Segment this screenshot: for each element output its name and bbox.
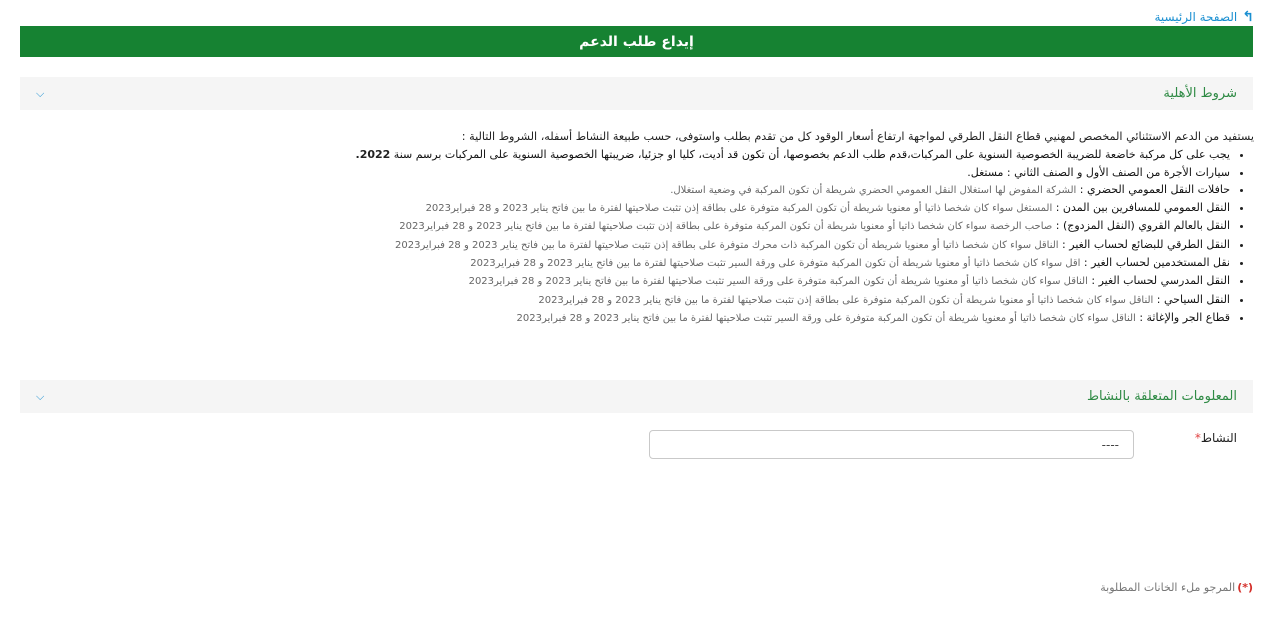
required-asterisk: * — [1194, 431, 1201, 445]
activity-select-value: ---- — [1101, 437, 1119, 452]
required-mark: (*) — [1237, 581, 1253, 594]
required-note-text: المرجو ملء الخانات المطلوبة — [1100, 581, 1236, 594]
required-fields-note — [1100, 581, 1253, 594]
eligibility-section-header[interactable] — [20, 77, 1253, 110]
activity-section-header[interactable] — [20, 380, 1253, 413]
activity-section-title: المعلومات المتعلقة بالنشاط — [1087, 389, 1237, 404]
chevron-down-icon[interactable]: ⌵ — [36, 389, 45, 403]
list-item: • قطاع الجر والإغاثة : الناقل سواء كان شخصا ذاتيا أو معنويا شريطة أن تكون المركبة متوفرة على ورقة السير تثبت صلاحيتها لفترة ما بين فاتح يناير 2023 و 28 فبراير2023 — [40, 309, 1230, 327]
list-item: • النقل المدرسي لحساب الغير : الناقل سواء كان شخصا ذاتيا أو معنويا شريطة أن تكون المركبة متوفرة على ورقة السير تثبت صلاحيتها لفترة ما بين فاتح يناير 2023 و 28 فبراير2023 — [40, 272, 1230, 290]
activity-field-label — [1191, 431, 1237, 445]
activity-select[interactable] — [649, 430, 1134, 459]
page-title-bar — [20, 26, 1253, 57]
page-title: إيداع طلب الدعم — [579, 33, 694, 50]
home-link-label: الصفحة الرئيسية — [1154, 10, 1238, 24]
eligibility-intro: يستفيد من الدعم الاستثنائي المخصص لمهنيي قطاع النقل الطرقي لمواجهة ارتفاع أسعار الوقود كل من تقدم بطلب واستوفى، حسب طبيعة النشاط أسفله، الشروط التالية : — [461, 130, 1254, 143]
list-item: • النقل السياحي : الناقل سواء كان شخصا ذاتيا أو معنويا شريطة أن تكون المركبة متوفرة على بطاقة إذن تثبت صلاحيتها لفترة ما بين فاتح يناير 2023 و 28 فبراير2023 — [40, 291, 1230, 309]
home-link[interactable] — [1154, 9, 1254, 25]
eligibility-conditions — [40, 128, 1254, 327]
chevron-down-icon[interactable]: ⌵ — [36, 86, 45, 100]
list-item: • يجب على كل مركبة خاضعة للضريبة الخصوصية السنوية على المركبات،قدم طلب الدعم بخصوصها، أن تكون قد أديت، كليا او جزئيا، ضريبتها الخصوصية السنوية على المركبات برسم سنة 2022. — [40, 146, 1230, 163]
list-item: • النقل الطرقي للبضائع لحساب الغير : الناقل سواء كان شخصا ذاتيا أو معنويا شريطة أن تكون المركبة ذات محرك متوفرة على بطاقة إذن تثبت صلاحيتها لفترة ما بين فاتح يناير 2023 و 28 فبراير2023 — [40, 236, 1230, 254]
eligibility-section-title: شروط الأهلية — [1163, 86, 1237, 101]
back-arrow-icon: ↰ — [1242, 9, 1254, 25]
list-item: • النقل العمومي للمسافرين بين المدن : المستغل سواء كان شخصا ذاتيا أو معنويا شريطة أن تكون المركبة متوفرة على بطاقة إذن تثبت صلاحيتها لفترة ما بين فاتح يناير 2023 و 28 فبراير2023 — [40, 199, 1230, 217]
list-item: • النقل بالعالم القروي (النقل المزدوج) : صاحب الرخصة سواء كان شخصا ذاتيا أو معنويا شريطة أن تكون المركبة متوفرة على بطاقة إذن تثبت صلاحيتها لفترة ما بين فاتح يناير 2023 و 28 فبراير2023 — [40, 217, 1230, 235]
list-item: • حافلات النقل العمومي الحضري : الشركة المفوض لها استغلال النقل العمومي الحضري شريطة أن تكون المركبة في وضعية استغلال. — [40, 181, 1230, 199]
list-item: • سيارات الأجرة من الصنف الأول و الصنف الثاني : مستغل. — [40, 164, 1230, 181]
activity-label-text: النشاط — [1200, 431, 1237, 445]
eligibility-list — [40, 146, 1254, 327]
list-item: • نقل المستخدمين لحساب الغير : اقل سواء كان شخصا ذاتيا أو معنويا شريطة أن تكون المركبة متوفرة على ورقة السير تثبت صلاحيتها لفترة ما بين فاتح يناير 2023 و 28 فبراير2023 — [40, 254, 1230, 272]
